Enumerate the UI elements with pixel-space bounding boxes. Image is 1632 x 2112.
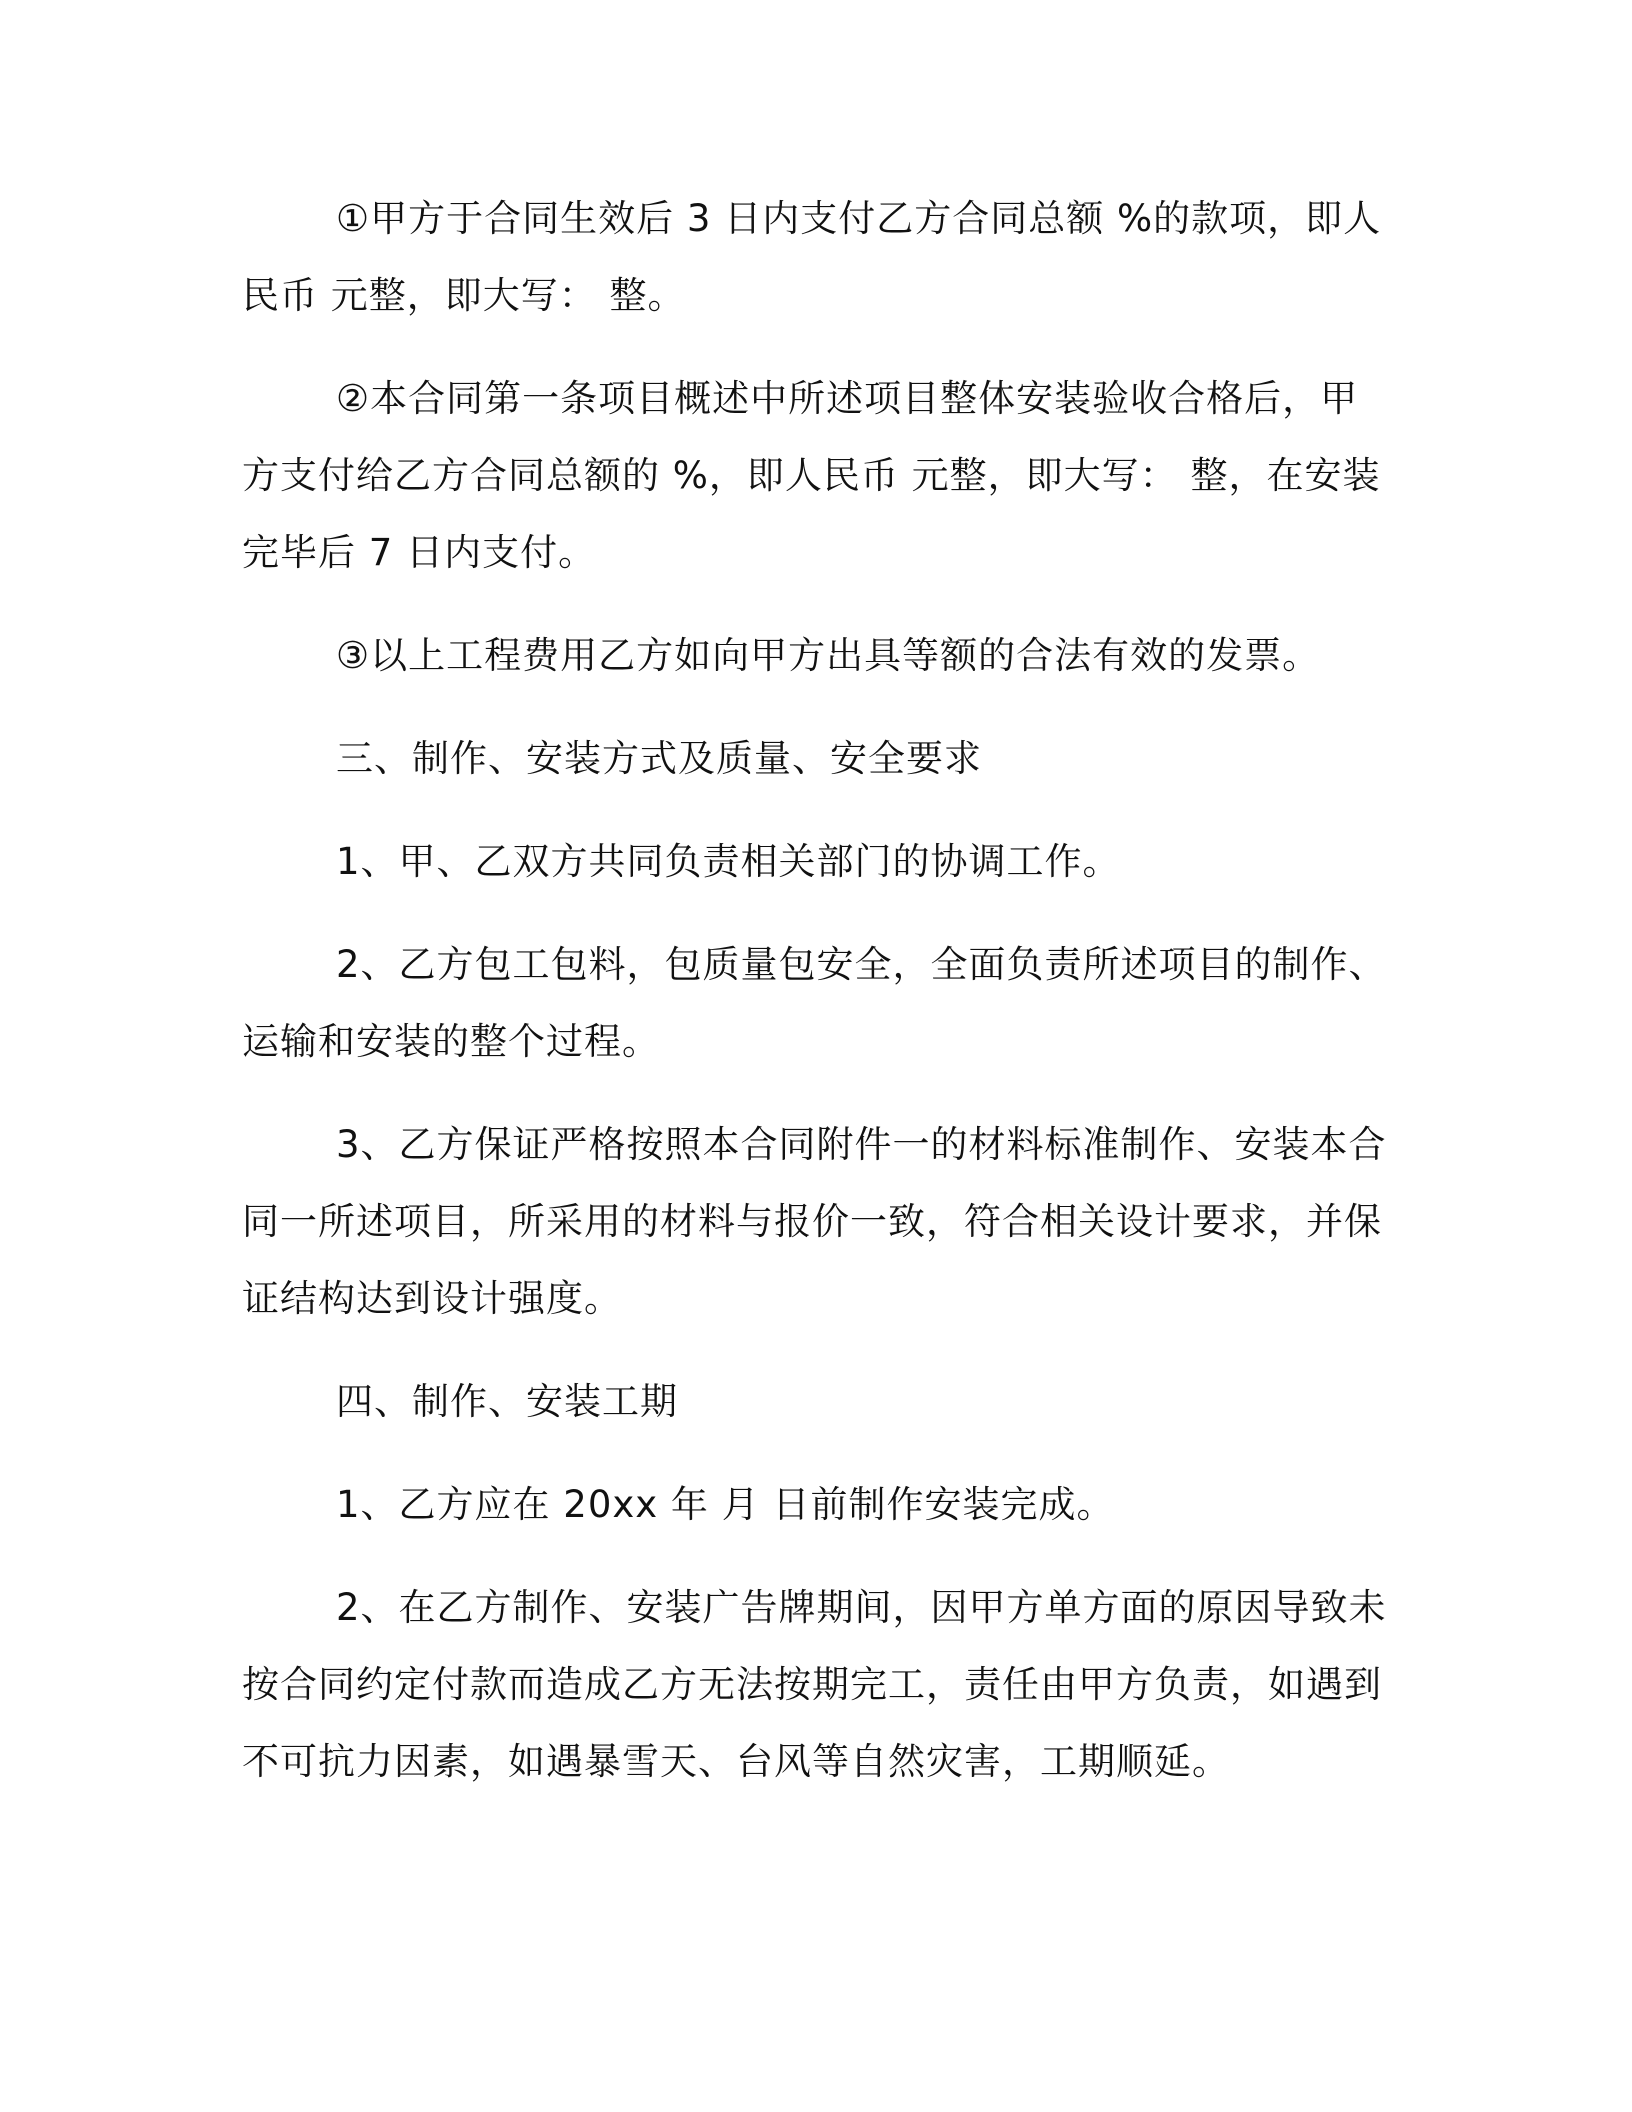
schedule-clause-1: 1、乙方应在 20xx 年 月 日前制作安装完成。	[336, 1483, 1115, 1526]
quality-clause-1: 1、甲、乙双方共同负责相关部门的协调工作。	[336, 840, 1121, 883]
quality-clause-2: 2、乙方包工包料，包质量包安全，全面负责所述项目的制作、运输和安装的整个过程。	[242, 943, 1387, 1063]
section-heading-3: 三、制作、安装方式及质量、安全要求	[336, 737, 982, 780]
payment-clause-1: ①甲方于合同生效后 3 日内支付乙方合同总额 %的款项，即人民币 元整，即大写： 整。	[242, 197, 1382, 317]
payment-clause-2: ②本合同第一条项目概述中所述项目整体安装验收合格后，甲方支付给乙方合同总额的 %，即人民币 元整，即大写： 整，在安装完毕后 7 日内支付。	[242, 377, 1381, 574]
quality-clause-3: 3、乙方保证严格按照本合同附件一的材料标准制作、安装本合同一所述项目，所采用的材料与报价一致，符合相关设计要求，并保证结构达到设计强度。	[242, 1123, 1387, 1320]
document-body	[242, 180, 1392, 1826]
section-heading-4: 四、制作、安装工期	[336, 1380, 678, 1423]
schedule-clause-2: 2、在乙方制作、安装广告牌期间，因甲方单方面的原因导致未按合同约定付款而造成乙方无法按期完工，责任由甲方负责，如遇到不可抗力因素，如遇暴雪天、台风等自然灾害，工期顺延。	[242, 1586, 1387, 1783]
payment-clause-3: ③以上工程费用乙方如向甲方出具等额的合法有效的发票。	[336, 634, 1321, 677]
